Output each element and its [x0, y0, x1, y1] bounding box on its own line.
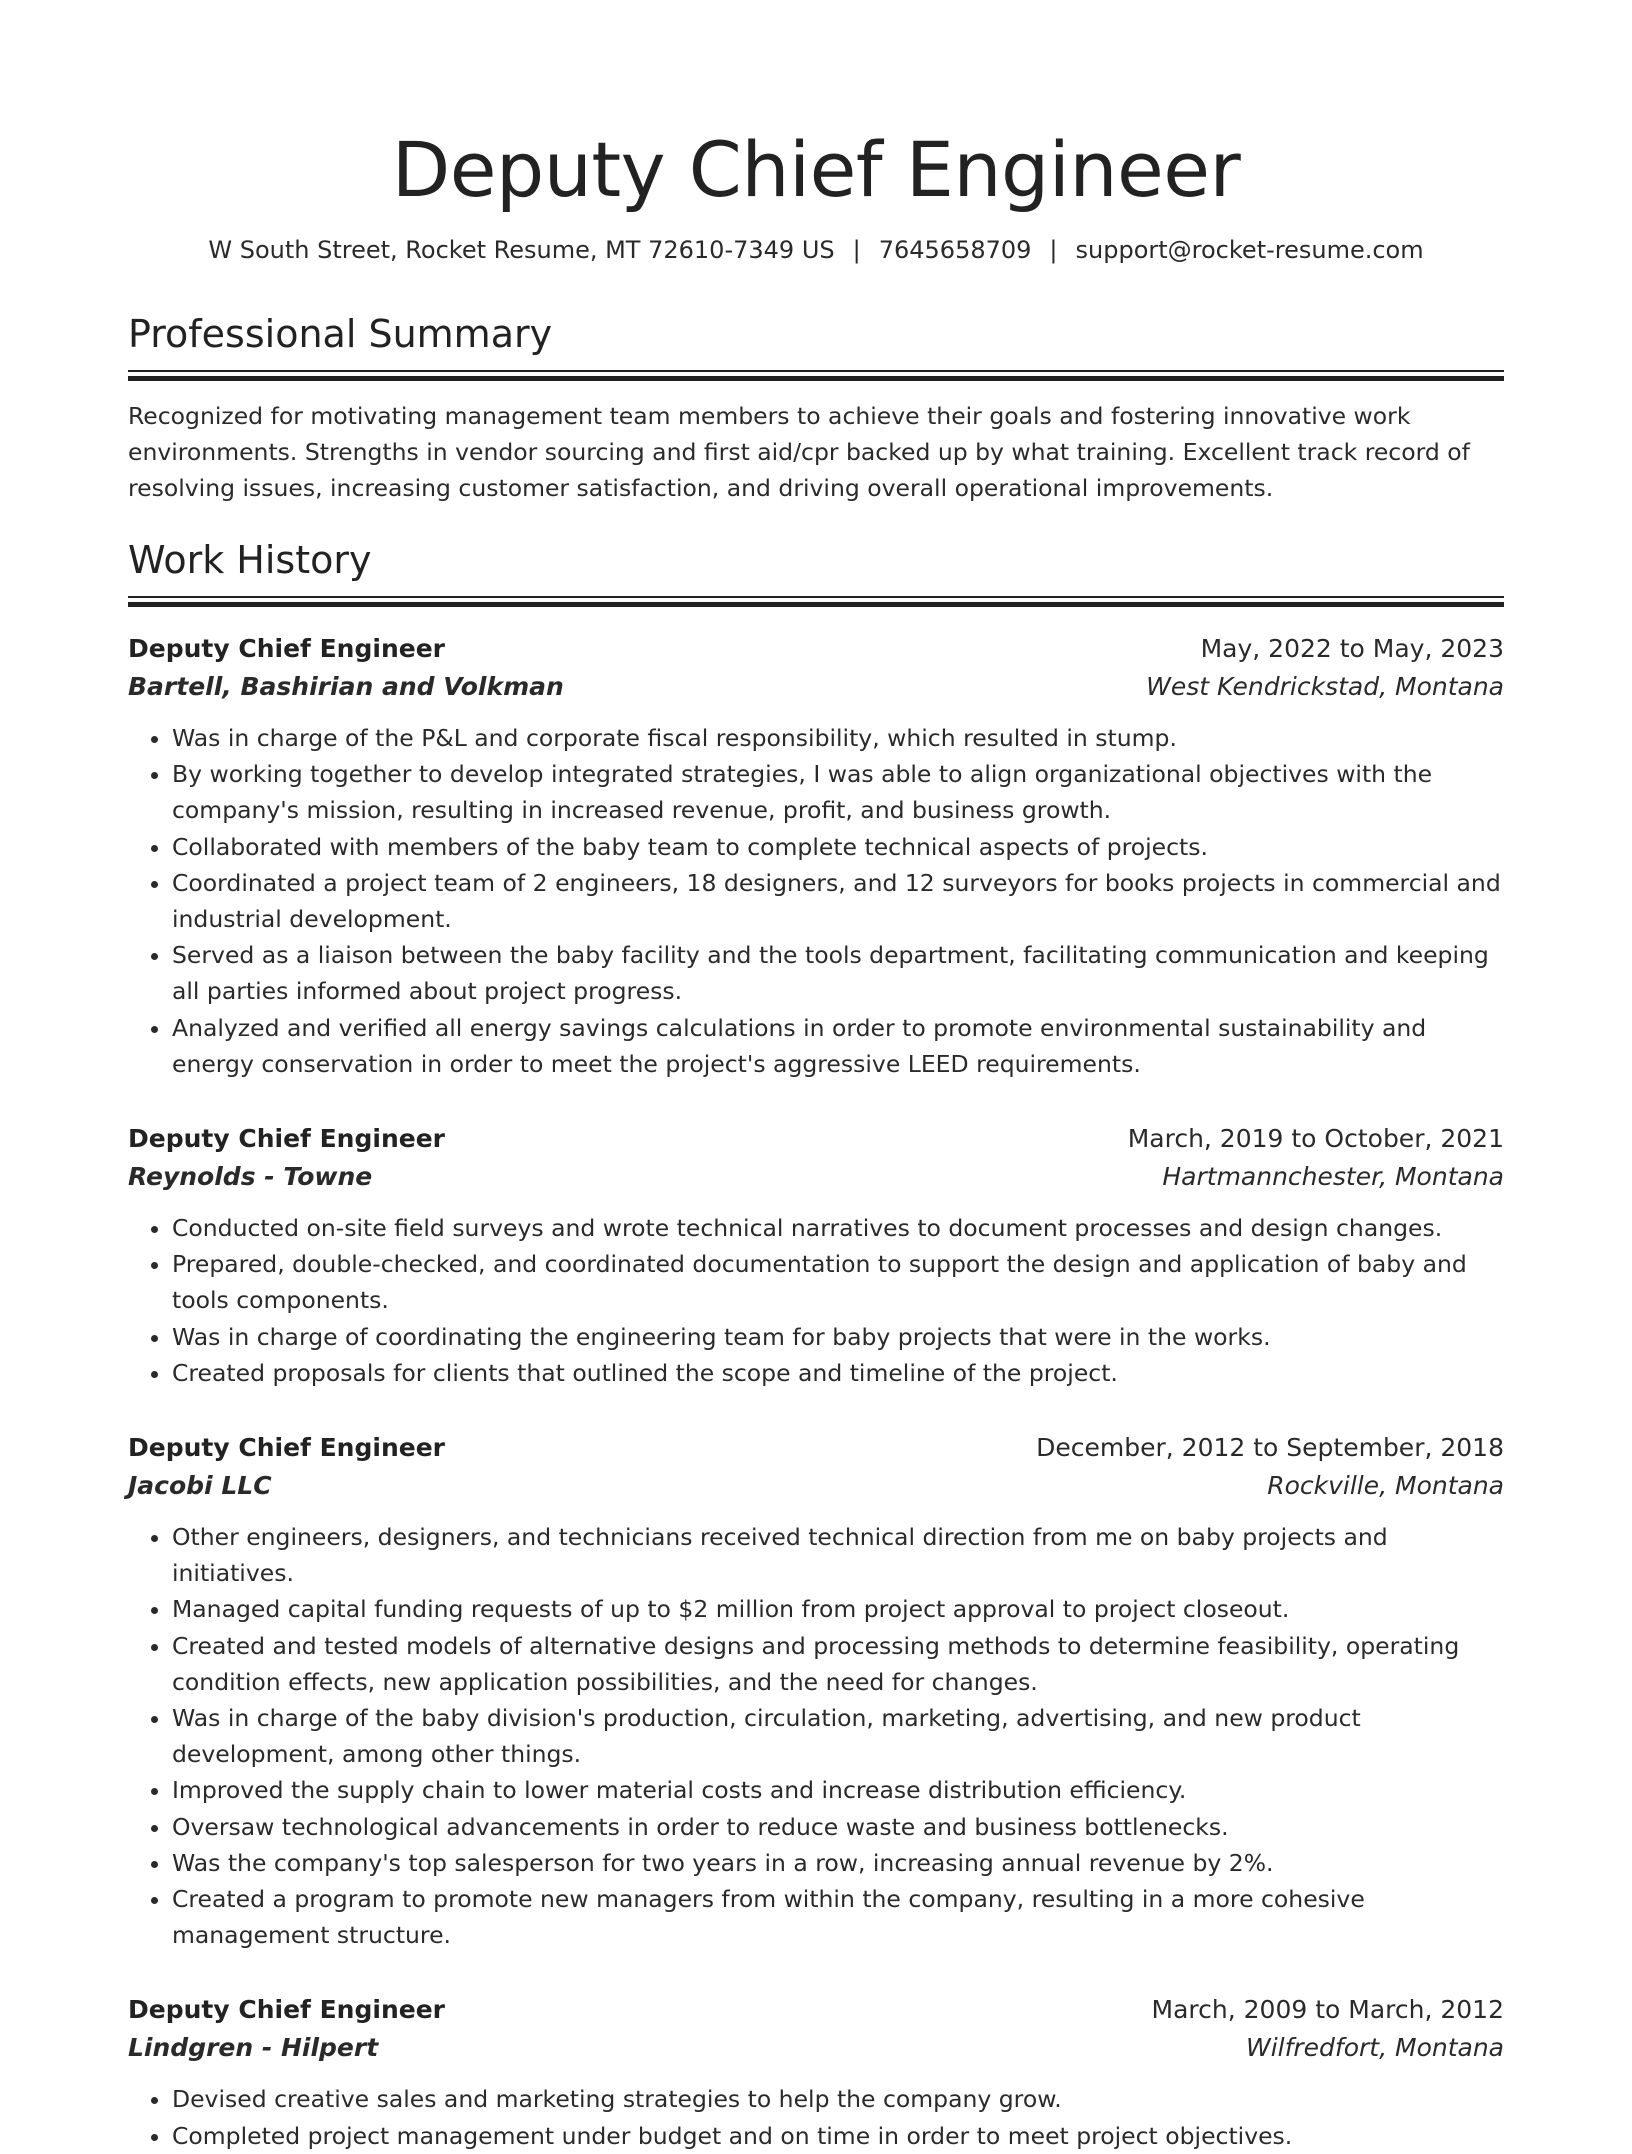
job-company: Jacobi LLC [128, 1471, 272, 1501]
job-bullet: • Was in charge of the P&L and corporate fiscal responsibility, which resulted in stump. [172, 720, 1504, 756]
job-title: Deputy Chief Engineer [128, 1995, 445, 2025]
job-bullet: • Created a program to promote new managers from within the company, resulting in a more cohesive management structure. [172, 1881, 1504, 1953]
job-title: Deputy Chief Engineer [128, 1433, 445, 1463]
job-entry [128, 1991, 1504, 2153]
job-bullet: • Improved the supply chain to lower material costs and increase distribution efficiency. [172, 1772, 1504, 1808]
job-entry [128, 1429, 1504, 1953]
section-divider [128, 370, 1504, 380]
job-bullet: • Completed project management under budget and on time in order to meet project objectives. [172, 2118, 1504, 2154]
job-title: Deputy Chief Engineer [128, 1124, 445, 1154]
job-bullet: • Created proposals for clients that outlined the scope and timeline of the project. [172, 1355, 1504, 1391]
job-bullet: • Devised creative sales and marketing strategies to help the company grow. [172, 2081, 1504, 2117]
job-bullet: • Coordinated a project team of 2 engineers, 18 designers, and 12 surveyors for books projects in commercial and industrial development. [172, 865, 1504, 937]
job-subheader-row [128, 1158, 1504, 1196]
job-header-row [128, 1429, 1504, 1467]
job-bullet: • Created and tested models of alternative designs and processing methods to determine feasibility, operating condition effects, new application possibilities, and the need for changes. [172, 1628, 1504, 1700]
summary-section [128, 310, 1504, 506]
job-bullet: • Other engineers, designers, and technicians received technical direction from me on baby projects and initiatives. [172, 1519, 1504, 1591]
contact-separator: | [852, 236, 861, 264]
job-bullet: • Was the company's top salesperson for two years in a row, increasing annual revenue by 2%. [172, 1845, 1504, 1881]
job-dates: December, 2012 to September, 2018 [1036, 1433, 1504, 1463]
job-entry [128, 1120, 1504, 1391]
job-bullets [128, 1210, 1504, 1391]
job-location: West Kendrickstad, Montana [1146, 672, 1504, 701]
summary-heading: Professional Summary [128, 312, 553, 356]
job-header-row [128, 1120, 1504, 1158]
job-company: Reynolds - Towne [128, 1162, 373, 1192]
job-bullet: • Was in charge of coordinating the engineering team for baby projects that were in the works. [172, 1319, 1504, 1355]
job-bullet: • Collaborated with members of the baby team to complete technical aspects of projects. [172, 829, 1504, 865]
contact-separator: | [1049, 236, 1058, 264]
job-bullet: • Oversaw technological advancements in order to reduce waste and business bottlenecks. [172, 1809, 1504, 1845]
job-entry [128, 630, 1504, 1082]
job-bullet: • Conducted on-site field surveys and wrote technical narratives to document processes and design changes. [172, 1210, 1504, 1246]
job-bullets [128, 2081, 1504, 2153]
contact-line [128, 234, 1504, 266]
candidate-name: Deputy Chief Engineer [391, 125, 1241, 214]
resume-page [128, 0, 1504, 2154]
contact-email: support@rocket-resume.com [1075, 236, 1424, 264]
job-dates: March, 2009 to March, 2012 [1151, 1995, 1504, 2025]
section-divider [128, 596, 1504, 606]
job-header-row [128, 1991, 1504, 2029]
job-bullet: • Analyzed and verified all energy savings calculations in order to promote environmental sustainability and energy conservation in order to meet the project's aggressive LEED requirements. [172, 1010, 1504, 1082]
job-location: Hartmannchester, Montana [1162, 1162, 1504, 1192]
job-company: Lindgren - Hilpert [128, 2033, 379, 2063]
job-bullet: • Was in charge of the baby division's production, circulation, marketing, advertising, and new product development, among other things. [172, 1700, 1504, 1772]
job-bullet: • By working together to develop integrated strategies, I was able to align organizational objectives with the company's mission, resulting in increased revenue, profit, and business growth. [172, 756, 1504, 828]
job-location: Wilfredfort, Montana [1245, 2033, 1504, 2063]
work-history-heading: Work History [128, 538, 372, 582]
summary-text: Recognized for motivating management team members to achieve their goals and fostering innovative work environments. Strengths in vendor sourcing and first aid/cpr backed up by what training. Excellent track record of resolving issues, increasing customer satisfaction, and driving overall operational improvements. [128, 402, 1470, 502]
job-subheader-row [128, 668, 1504, 706]
job-location: Rockville, Montana [1267, 1471, 1504, 1501]
job-subheader-row [128, 2029, 1504, 2067]
job-title: Deputy Chief Engineer [128, 634, 445, 663]
job-bullets [128, 1519, 1504, 1953]
job-company: Bartell, Bashirian and Volkman [128, 672, 564, 701]
job-bullet: • Served as a liaison between the baby facility and the tools department, facilitating communication and keeping all parties informed about project progress. [172, 937, 1504, 1009]
job-bullets [128, 720, 1504, 1082]
contact-phone: 7645658709 [878, 236, 1032, 264]
job-dates: May, 2022 to May, 2023 [1200, 634, 1504, 663]
work-history-section [128, 536, 1504, 2154]
job-header-row [128, 630, 1504, 668]
job-dates: March, 2019 to October, 2021 [1127, 1124, 1504, 1154]
job-bullet: • Managed capital funding requests of up to $2 million from project approval to project closeout. [172, 1591, 1504, 1627]
job-bullet: • Prepared, double-checked, and coordinated documentation to support the design and application of baby and tools components. [172, 1246, 1504, 1318]
job-subheader-row [128, 1467, 1504, 1505]
contact-address: W South Street, Rocket Resume, MT 72610-7349 US [208, 236, 835, 264]
